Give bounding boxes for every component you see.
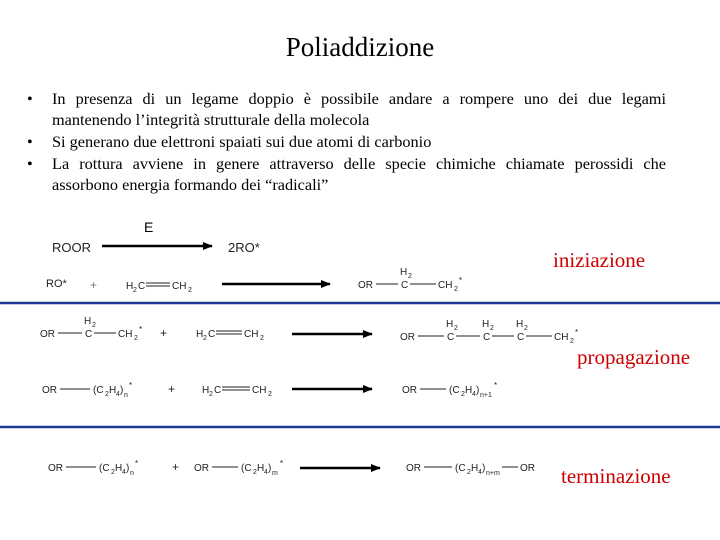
svg-text:): ) [126, 463, 130, 474]
svg-text:2: 2 [209, 391, 213, 398]
svg-text:2: 2 [133, 287, 137, 294]
svg-text:H: H [196, 329, 204, 340]
bullet-item: • Si generano due elettroni spaiati sui due atomi di carbonio [27, 132, 432, 151]
svg-text:C: C [447, 332, 455, 343]
svg-text:2: 2 [260, 335, 264, 342]
svg-text:2: 2 [134, 335, 138, 342]
svg-text:): ) [476, 385, 480, 396]
svg-text:(C: (C [455, 463, 466, 474]
stage-label-initiation: iniziazione [553, 248, 646, 272]
svg-text:H: H [115, 463, 123, 474]
svg-text:): ) [482, 463, 486, 474]
bullet-item: • La rottura avviene in genere attraverso delle specie chimiche chiamate perossidi che assorbono energia formando dei “radicali” [27, 154, 666, 194]
initiated-chain [358, 267, 462, 293]
svg-text:OR: OR [520, 463, 535, 474]
svg-text:2: 2 [454, 325, 458, 332]
propagation-step-2 [42, 381, 497, 399]
svg-text:*: * [459, 276, 463, 285]
reactant-roor: ROOR [52, 240, 91, 255]
plus-sign: + [90, 278, 98, 292]
svg-text:OR: OR [358, 280, 373, 291]
svg-text:H: H [516, 319, 524, 330]
svg-text:H: H [465, 385, 473, 396]
svg-text:C: C [483, 332, 491, 343]
svg-text:2: 2 [188, 287, 192, 294]
svg-text:(C: (C [93, 385, 104, 396]
svg-text:OR: OR [400, 332, 415, 343]
svg-text:): ) [120, 385, 124, 396]
stage-label-propagation: propagazione [577, 345, 691, 369]
svg-text:n: n [130, 470, 134, 477]
svg-text:2: 2 [524, 325, 528, 332]
svg-text:2: 2 [467, 469, 471, 476]
plus-sign: + [172, 460, 180, 474]
svg-text:OR: OR [402, 385, 417, 396]
svg-text:*: * [129, 381, 133, 390]
bullet-item: • In presenza di un legame doppio è possibile andare a rompere uno dei due legami mantenendo l’integrità strutturale della molecola [27, 89, 666, 129]
svg-text:n+1: n+1 [480, 392, 492, 399]
propagation-step-1 [40, 316, 578, 345]
svg-text:CH: CH [438, 280, 453, 291]
svg-text:OR: OR [42, 385, 57, 396]
svg-text:C: C [208, 329, 216, 340]
svg-text:CH: CH [244, 329, 259, 340]
svg-text:H: H [126, 281, 134, 292]
svg-text:*: * [494, 381, 498, 390]
plus-sign: + [168, 382, 176, 396]
svg-text:2: 2 [203, 335, 207, 342]
svg-text:*: * [280, 459, 284, 468]
svg-text:OR: OR [48, 463, 63, 474]
svg-text:n: n [124, 392, 128, 399]
svg-text:CH: CH [252, 385, 267, 396]
svg-text:C: C [401, 280, 409, 291]
svg-text:H: H [482, 319, 490, 330]
svg-text:C: C [214, 385, 222, 396]
svg-text:H: H [400, 267, 408, 278]
svg-text:(C: (C [99, 463, 110, 474]
svg-text:2: 2 [111, 469, 115, 476]
initiation-step-2 [46, 267, 462, 294]
svg-text:CH: CH [172, 281, 187, 292]
svg-text:OR: OR [406, 463, 421, 474]
svg-text:H: H [109, 385, 117, 396]
svg-text:4: 4 [472, 391, 476, 398]
product-2ro: 2RO* [228, 240, 260, 255]
svg-text:OR: OR [40, 329, 55, 340]
svg-text:4: 4 [264, 469, 268, 476]
termination-step [48, 459, 535, 477]
svg-text:H: H [257, 463, 265, 474]
stage-label-termination: terminazione [561, 464, 671, 488]
ro-radical: RO* [46, 278, 67, 290]
svg-text:H: H [471, 463, 479, 474]
svg-text:CH: CH [554, 332, 569, 343]
svg-text:2: 2 [408, 273, 412, 280]
svg-text:2: 2 [570, 338, 574, 345]
svg-text:2: 2 [105, 391, 109, 398]
svg-text:4: 4 [116, 391, 120, 398]
svg-text:(C: (C [241, 463, 252, 474]
slide-title: Poliaddizione [285, 32, 435, 62]
svg-text:2: 2 [253, 469, 257, 476]
svg-text:H: H [202, 385, 210, 396]
svg-text:H: H [446, 319, 454, 330]
svg-text:C: C [517, 332, 525, 343]
svg-text:m: m [272, 470, 278, 477]
svg-text:2: 2 [461, 391, 465, 398]
plus-sign: + [160, 326, 168, 340]
initiation-step-1 [52, 219, 260, 255]
energy-label: E [144, 219, 154, 235]
svg-text:2: 2 [92, 322, 96, 329]
svg-text:2: 2 [454, 286, 458, 293]
svg-text:2: 2 [490, 325, 494, 332]
svg-text:*: * [139, 325, 143, 334]
svg-text:): ) [268, 463, 272, 474]
svg-text:H: H [84, 316, 92, 327]
svg-text:OR: OR [194, 463, 209, 474]
svg-text:CH: CH [118, 329, 133, 340]
svg-text:C: C [138, 281, 146, 292]
svg-text:2: 2 [268, 391, 272, 398]
ethylene [126, 281, 192, 294]
svg-text:C: C [85, 329, 93, 340]
svg-text:(C: (C [449, 385, 460, 396]
svg-text:*: * [135, 459, 139, 468]
svg-text:4: 4 [478, 469, 482, 476]
svg-text:4: 4 [122, 469, 126, 476]
svg-text:n+m: n+m [486, 470, 500, 477]
svg-text:*: * [575, 328, 579, 337]
